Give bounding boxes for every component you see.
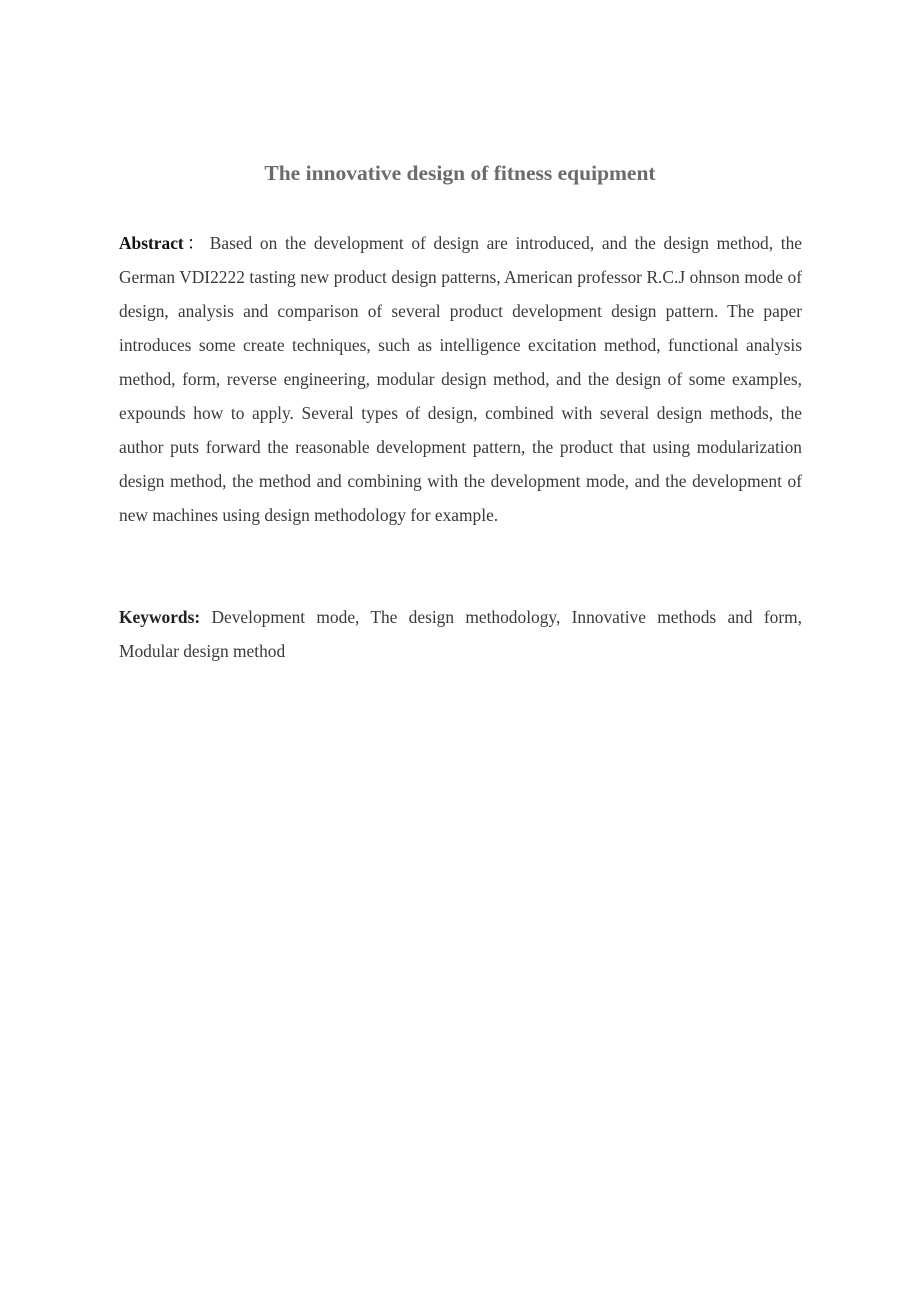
keywords-text: Development mode, The design methodology, Innovative methods and form, Modular design method [119, 607, 802, 661]
abstract-paragraph [119, 226, 802, 532]
abstract-text: Based on the development of design are introduced, and the design method, the German VDI2222 tasting new product design patterns, American professor R.C.J ohnson mode of design, analysis and comparison of several product development design pattern. The paper introduces some create techniques, such as intelligence excitation method, functional analysis method, form, reverse engineering, modular design method, and the design of some examples, expounds how to apply. Several types of design, combined with several design methods, the author puts forward the reasonable development pattern, the product that using modularization design method, the method and combining with the development mode, and the development of new machines using design methodology for example. [119, 233, 802, 525]
keywords-label: Keywords: [119, 607, 201, 627]
paper-title: The innovative design of fitness equipment [264, 161, 656, 185]
keywords-paragraph [119, 600, 802, 668]
abstract-label: Abstract [119, 233, 184, 253]
abstract-separator: ： [183, 233, 208, 253]
